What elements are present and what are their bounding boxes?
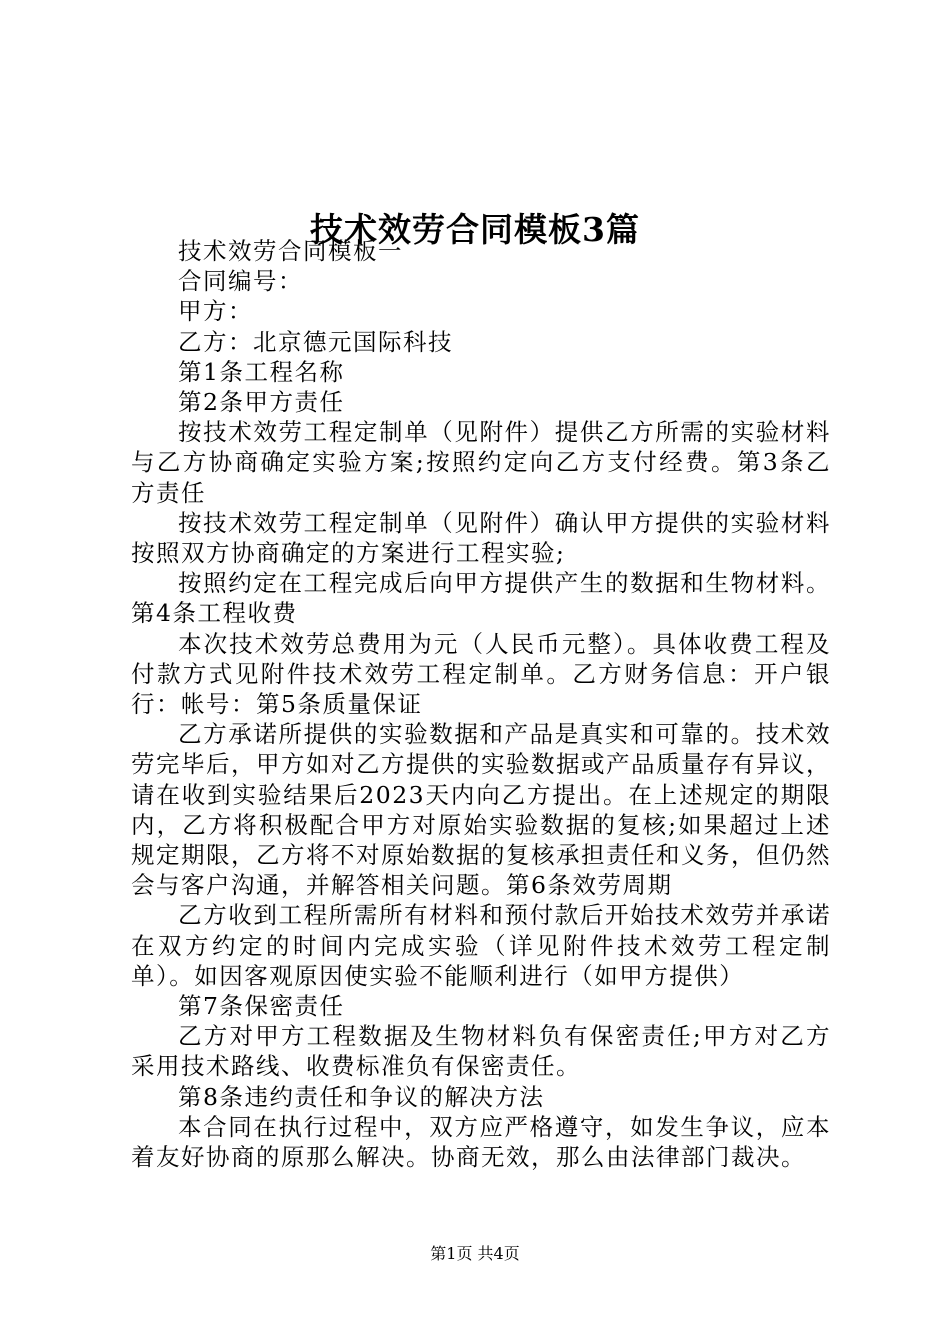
paragraph: 按技术效劳工程定制单（见附件）确认甲方提供的实验材料按照双方协商确定的方案进行工程实验; xyxy=(131,508,831,568)
paragraph: 第1条工程名称 xyxy=(178,357,345,386)
paragraph: 按照约定在工程完成后向甲方提供产生的数据和生物材料。第4条工程收费 xyxy=(131,569,831,628)
paragraph: 技术效劳合同模板一 xyxy=(178,237,403,265)
paragraph: 乙方：北京德元国际科技 xyxy=(178,327,453,356)
page-footer: 第1页 共4页 xyxy=(430,1244,520,1263)
document-title: 技术效劳合同模板3篇 xyxy=(310,210,640,250)
paragraph: 第8条违约责任和争议的解决方法 xyxy=(178,1082,545,1111)
paragraph: 本合同在执行过程中，双方应严格遵守，如发生争议，应本着友好协商的原那么解决。协商无效，那么由法律部门裁决。 xyxy=(131,1112,831,1172)
paragraph: 第2条甲方责任 xyxy=(178,388,345,417)
paragraph: 按技术效劳工程定制单（见附件）提供乙方所需的实验材料与乙方协商确定实验方案;按照约定向乙方支付经费。第3条乙方责任 xyxy=(131,418,831,507)
paragraph: 甲方： xyxy=(178,297,253,326)
paragraph: 乙方承诺所提供的实验数据和产品是真实和可靠的。技术效劳完毕后，甲方如对乙方提供的实验数据或产品质量存有异议，请在收到实验结果后2023天内向乙方提出。在上述规定的期限内，乙方将积极配合甲方对原始实验数据的复核;如果超过上述规定期限，乙方将不对原始数据的复核承担责任和义务，但仍然会与客户沟通，并解答相关问题。第6条效劳周期 xyxy=(131,720,831,900)
paragraph: 乙方对甲方工程数据及生物材料负有保密责任;甲方对乙方采用技术路线、收费标准负有保密责任。 xyxy=(131,1022,831,1081)
paragraph: 乙方收到工程所需所有材料和预付款后开始技术效劳并承诺在双方约定的时间内完成实验（详见附件技术效劳工程定制单）。如因客观原因使实验不能顺利进行（如甲方提供） xyxy=(131,901,831,990)
paragraph: 第7条保密责任 xyxy=(178,992,345,1021)
paragraph: 合同编号： xyxy=(178,267,303,296)
paragraph: 本次技术效劳总费用为元（人民币元整）。具体收费工程及付款方式见附件技术效劳工程定制单。乙方财务信息：开户银行：帐号：第5条质量保证 xyxy=(131,629,831,719)
document-body xyxy=(131,236,831,1172)
